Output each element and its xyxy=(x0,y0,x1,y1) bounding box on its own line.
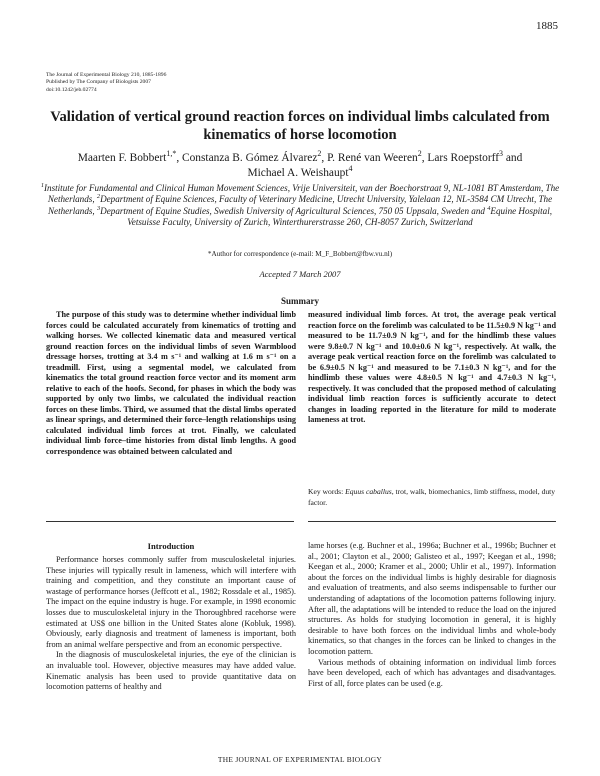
correspondence-note: *Author for correspondence (e-mail: M_F_Bobbert@fbw.vu.nl) xyxy=(207,250,393,258)
page-number: 1885 xyxy=(536,20,558,32)
article-title: Validation of vertical ground reaction forces on individual limbs calculated from kinematics of horse locomotion xyxy=(50,109,550,143)
abstract-right-column xyxy=(308,310,556,426)
author-affiliation-mark: 3 xyxy=(499,149,503,159)
author-affiliation-mark: 1,* xyxy=(166,149,177,159)
author-name: Constanza B. Gómez Álvarez xyxy=(182,152,318,164)
summary-heading: Summary xyxy=(281,296,319,306)
affiliation-text: Department of Equine Studies, Swedish University of Agricultural Sciences, 750 05 Uppsala, Sweden and xyxy=(100,205,488,216)
affiliation-mark: 3 xyxy=(96,204,101,212)
journal-footer: THE JOURNAL OF EXPERIMENTAL BIOLOGY xyxy=(217,755,383,764)
introduction-heading: Introduction xyxy=(147,541,195,551)
body-paragraph: lame horses (e.g. Buchner et al., 1996a; Buchner et al., 1996b; Buchner et al., 2001; Clayton et al., 2000; Galisteo et al., 1997; Keegan et al., 1998; Keegan et al., 2000; Kramer et al., 2000; Uhlir et al., 1997). Information about the forces on the individual limbs is highly desirable for diagnosis and evaluation of treatments, and also seems indispensable to further our understanding of adaptations of the locomotion patterns following injury. After all, the adaptations will be intended to reduce the load on the injured structures. As holds for studying locomotion in general, it is highly desirable to have both forces on the individual limbs and whole-body kinematics, so that changes in the forces can be linked to changes in the locomotion pattern. xyxy=(308,541,556,656)
affiliation-text: Department of Equine Sciences, Faculty of Veterinary Medicine, Utrecht University, Yalelaan 12, NL-3584 CM Utrecht, The Netherlands, xyxy=(47,194,553,216)
body-left-column xyxy=(46,555,296,693)
journal-info xyxy=(46,72,166,94)
author-name: P. René van Weeren xyxy=(327,152,418,164)
affiliation-text: Equine Hospital, Vetsuisse Faculty, University of Zurich, Winterthurerstrasse 260, CH-8057 Zurich, Switzerland xyxy=(127,205,553,227)
journal-citation: The Journal of Experimental Biology 210, 1885-1896 xyxy=(46,72,167,78)
body-paragraph: In the diagnosis of musculoskeletal injuries, the eye of the clinician is an invaluable tool. However, objective measures may have added value. Kinematic analysis has been used to provide quantitative data on locomotion patterns of healthy and xyxy=(46,650,296,692)
affiliation-mark: 2 xyxy=(96,193,101,201)
abstract-paragraph: measured individual limb forces. At trot, the average peak vertical reaction force on the forelimb was calculated to be 11.5±0.9 N kg⁻¹ and measured to be 11.7±0.9 N kg⁻¹, and for the hindlimb these values were 9.8±0.7 N kg⁻¹ and 10.0±0.6 N kg⁻¹, respectively. At walk, the average peak vertical reaction force on the forelimb was calculated to be 6.9±0.5 N kg⁻¹ and measured to be 7.1±0.3 N kg⁻¹, and for the hindlimb these values were 4.8±0.5 N kg⁻¹ and 4.7±0.3 N kg⁻¹, respectively. It was concluded that the proposed method of calculating individual limb reaction forces is sufficiently accurate to detect changes in loading reported in the literature for mild to moderate lameness at trot. xyxy=(308,310,556,424)
affiliations xyxy=(40,183,560,228)
publisher-line: Published by The Company of Biologists 2007 xyxy=(46,79,151,86)
author-name: Michael A. Weishaupt xyxy=(247,167,349,179)
doi-line: doi:10.1242/jeb.02774 xyxy=(46,86,97,93)
author-name: Maarten F. Bobbert xyxy=(77,152,167,164)
author-name: Lars Roepstorff xyxy=(427,152,499,164)
section-divider xyxy=(308,521,556,522)
accepted-date: Accepted 7 March 2007 xyxy=(259,269,341,279)
abstract-paragraph: The purpose of this study was to determine whether individual limb forces could be calculated accurately from kinematics of trotting and walking horses. We collected kinematic data and measured vertical ground reaction forces on the individual limbs of seven Warmblood dressage horses, trotting at 3.4 m s⁻¹ and walking at 1.6 m s⁻¹ on a treadmill. First, using a segmental model, we calculated from kinematics the total ground reaction force vector and its moment arm relative to each of the hoofs. Second, for phases in which the body was supported by only two limbs, we calculated the individual reaction forces on these limbs. Third, we assumed that the distal limbs operated as linear springs, and determined their force–length relationships using calculated individual limb forces at trot. Finally, we calculated individual limb force–time histories from distal limb lengths. A good correspondence was obtained between calculated and xyxy=(46,310,296,456)
keywords-species: Equus caballus xyxy=(345,487,392,496)
keywords-label: Key words: xyxy=(308,487,346,496)
body-paragraph: Various methods of obtaining information on individual limb forces have been developed, each of which has advantages and disadvantages. First of all, force plates can be used (e.g. xyxy=(308,657,556,688)
keywords-list: , trot, walk, biomechanics, limb stiffness, model, duty factor. xyxy=(308,487,556,507)
author-list: Maarten F. Bobbert$^{1,*}$, Constanza B. Gómez Álvarez$^2$, P. René van Weeren$^2$, Lars Roepstorff$^3$ and Michael A. Weishaupt$^4$ xyxy=(77,149,523,179)
keywords xyxy=(308,487,556,508)
affiliation-mark: 4 xyxy=(487,204,491,212)
body-right-column xyxy=(308,541,556,689)
affiliation-text: Institute for Fundamental and Clinical Human Movement Sciences, Vrije Universiteit, van der Boechorstraat 9, NL-1081 BT Amsterdam, The Netherlands, xyxy=(44,183,560,205)
author-affiliation-mark: 4 xyxy=(348,164,353,174)
author-affiliation-mark: 2 xyxy=(417,149,422,159)
abstract-left-column xyxy=(46,310,296,457)
author-conjunction: and xyxy=(502,152,523,164)
affiliation-mark: 1 xyxy=(40,181,44,189)
author-affiliation-mark: 2 xyxy=(317,149,322,159)
section-divider xyxy=(46,521,294,522)
body-paragraph: Performance horses commonly suffer from musculoskeletal injuries. These injuries will typically result in lameness, which will interfere with training and competition, and they constitute an important cause of wastage of performance horses (Jeffcott et al., 1982; Rossdale et al., 1985). The impact on the equine industry is huge. For example, in 1998 economic losses due to musculoskeletal injury in the Thoroughbred racehorse were estimated at US$ one billion in the United States alone (Kobluk, 1998). Obviously, early diagnosis and treatment of lameness is important, both from an animal welfare perspective and from an economic perspective. xyxy=(46,555,296,649)
